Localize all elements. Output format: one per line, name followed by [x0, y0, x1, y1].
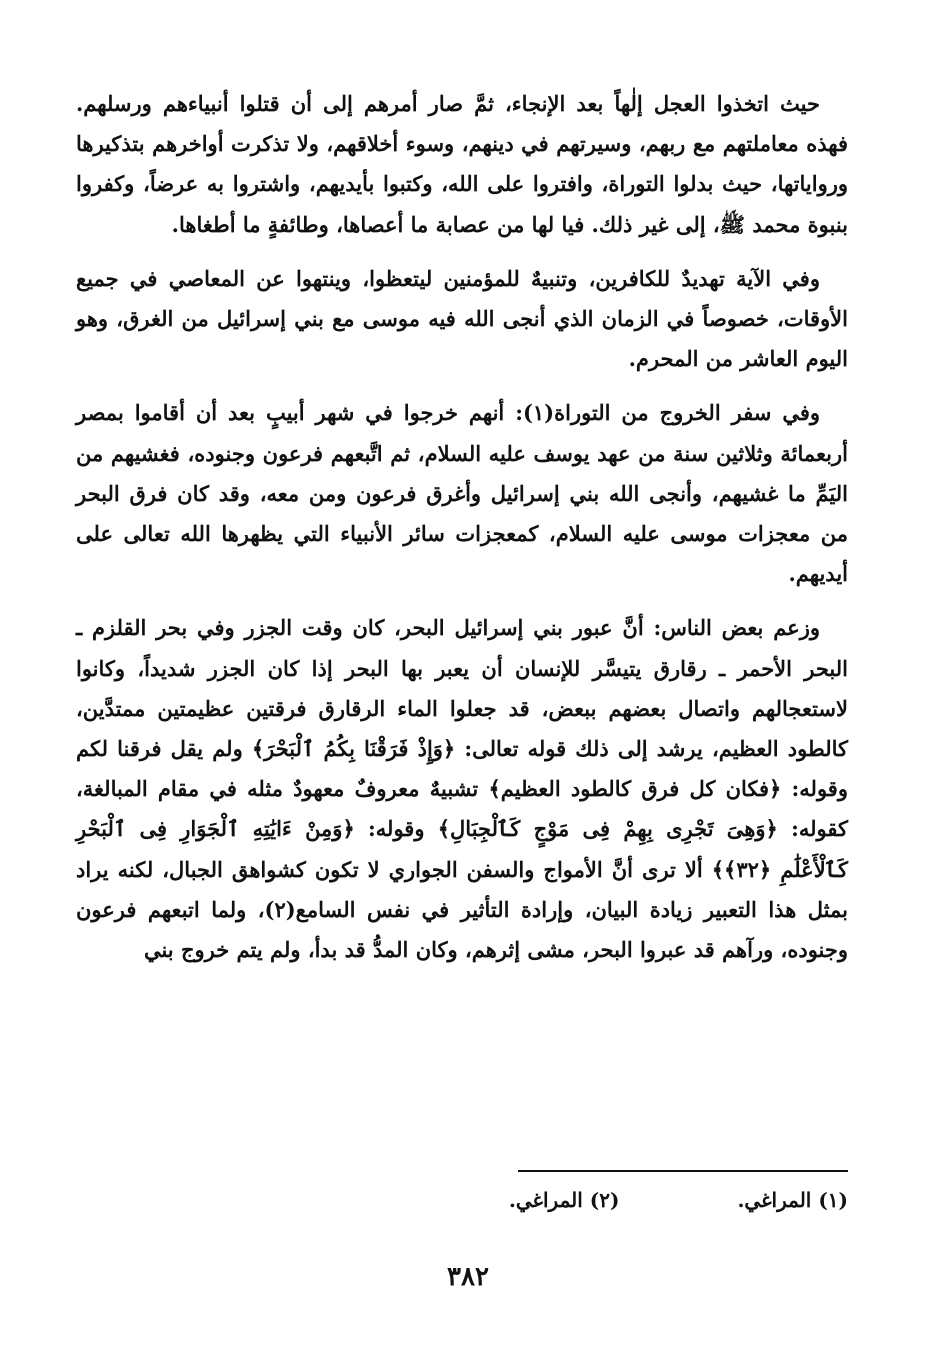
page-number: ٣٨٢ — [447, 1262, 489, 1292]
paragraph-4: وزعم بعض الناس: أنَّ عبور بني إسرائيل البحر، كان وقت الجزر وفي بحر القلزم ـ البحر الأحمر ـ رقارق يتيسَّر للإنسان أن يعبر بها البحر إذا كان الجزر شديداً، وكانوا لاستعجالهم واتصال بعضهم ببعض، قد جعلوا الماء الرقارق فرقتين عظيمتين ممتدَّين، كالطود العظيم، يرشد إلى ذلك قوله تعالى: ﴿وَإِذْ فَرَقْنَا بِكُمُ ٱلْبَحْرَ﴾ ولم يقل فرقنا لكم وقوله: ﴿فكان كل فرق كالطود العظيم﴾ تشبيهٌ معروفٌ معهودٌ مثله في مقام المبالغة، كقوله: ﴿وَهِىَ تَجْرِى بِهِمْ فِى مَوْجٍ كَٱلْجِبَالِ﴾ وقوله: ﴿وَمِنْ ءَايَٰتِهِ ٱلْجَوَارِ فِى ٱلْبَحْرِ كَٱلْأَعْلَٰمِ ﴿٣٢﴾﴾ ألا ترى أنَّ الأمواج والسفن الجواري لا تكون كشواهق الجبال، لكنه يراد بمثل هذا التعبير زيادة البيان، وإرادة التأثير في نفس السامع(٢)، ولما اتبعهم فرعون وجنوده، ورآهم قد عبروا البحر، مشى إثرهم، وكان المدُّ قد بدأ، ولم يتم خروج بني — [76, 615, 848, 963]
footnote-1: (١) المراغي. — [737, 1188, 848, 1212]
paragraph-2: وفي الآية تهديدٌ للكافرين، وتنبيهٌ للمؤمنين ليتعظوا، وينتهوا عن المعاصي في جميع الأوقات، خصوصاً في الزمان الذي أنجى الله فيه موسى مع بني إسرائيل من الغرق، وهو اليوم العاشر من المحرم. — [76, 265, 848, 372]
main-text — [76, 84, 848, 970]
footnote-2: (٢) المراغي. — [508, 1188, 620, 1212]
paragraph-1: حيث اتخذوا العجل إلٰهاً بعد الإنجاء، ثمَّ صار أمرهم إلى أن قتلوا أنبياءهم ورسلهم. فهذه معاملتهم مع ربهم، وسيرتهم في دينهم، وسوء أخلاقهم، ولا تذكرت أواخرهم بتذكيرها ورواياتها، حيث بدلوا التوراة، وافتروا على الله، وكتبوا بأيديهم، واشتروا به عرضاً، وكفروا بنبوة محمد ﷺ، إلى غير ذلك. فيا لها من عصابة ما أعصاها، وطائفةٍ ما أطغاها. — [76, 91, 848, 237]
footnote-divider — [518, 1170, 848, 1172]
paragraph-3: وفي سفر الخروج من التوراة(١): أنهم خرجوا في شهر أبيبٍ بعد أن أقاموا بمصر أربعمائة وثلاثين سنة من عهد يوسف عليه السلام، ثم اتَّبعهم فرعون وجنوده، فغشيهم من اليَمِّ ما غشيهم، وأنجى الله بني إسرائيل وأغرق فرعون ومن معه، وقد كان فرق البحر من معجزات موسى عليه السلام، كمعجزات سائر الأنبياء التي يظهرها الله تعالى على أيديهم. — [76, 400, 848, 587]
footnotes — [76, 1188, 848, 1212]
